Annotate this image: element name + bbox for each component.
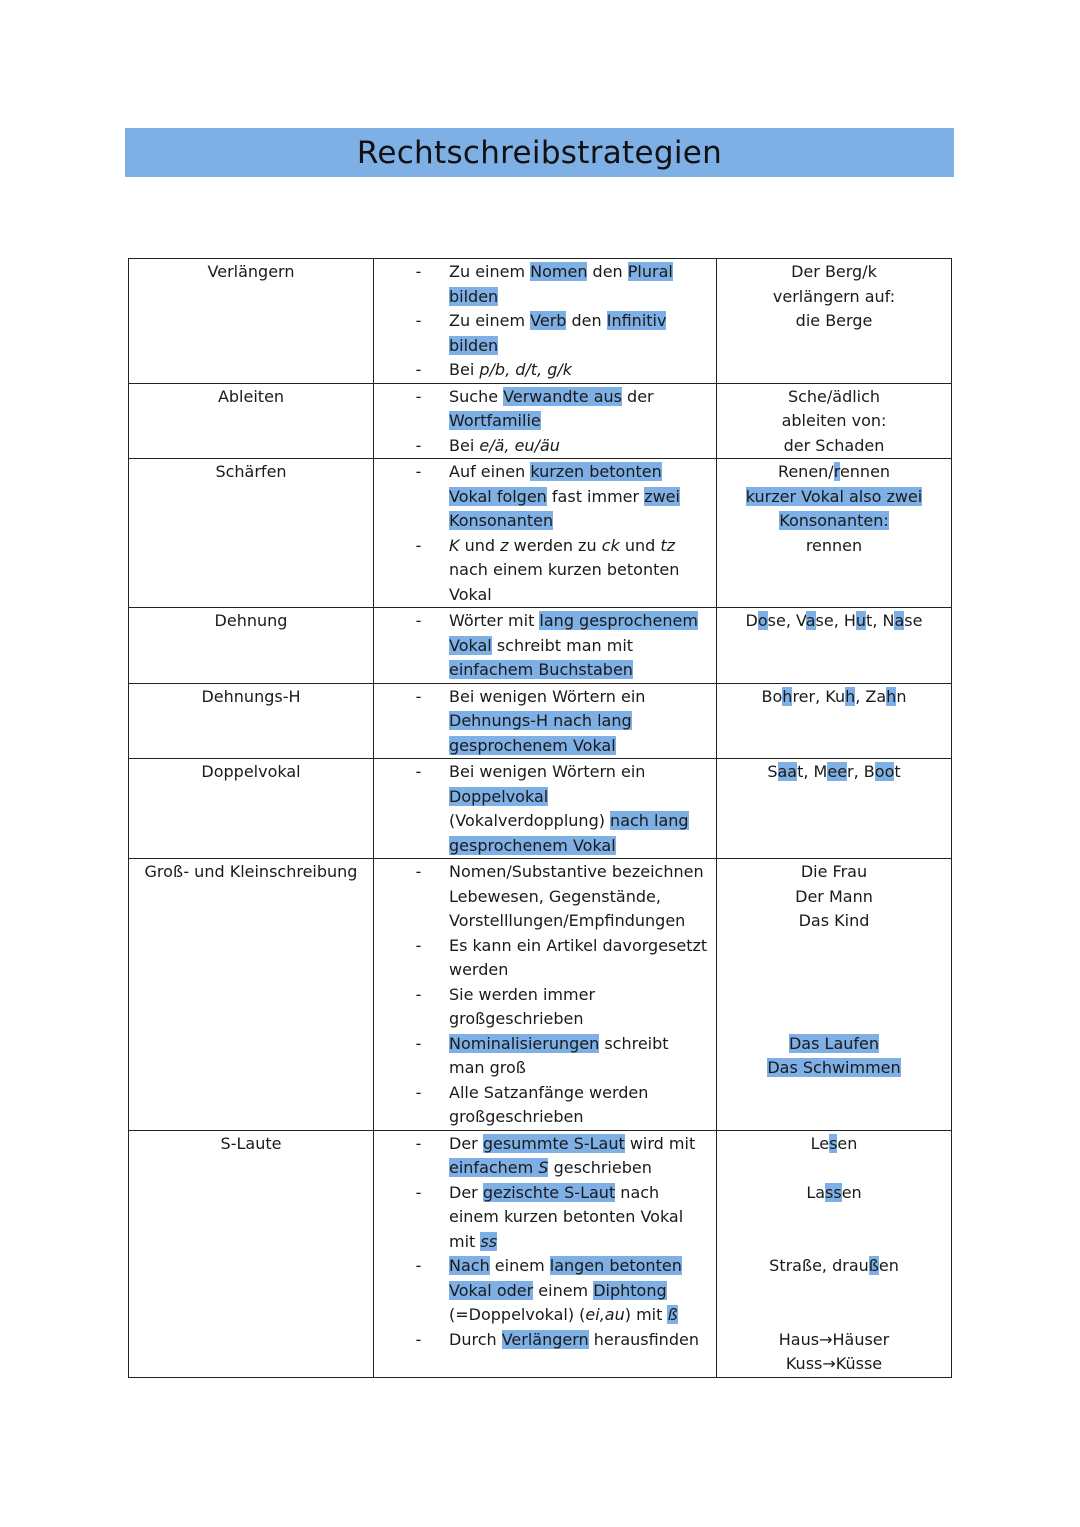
- strategy-name: Verlängern: [129, 259, 374, 384]
- rule-text: [449, 685, 716, 759]
- rule-text: [449, 460, 716, 534]
- rule-item: [374, 609, 716, 683]
- strategy-examples: [717, 608, 952, 684]
- text-fragment: Das Schwimmen: [767, 1058, 901, 1077]
- example-line: [717, 309, 951, 334]
- text-fragment: Bei: [449, 360, 480, 379]
- text-fragment: a: [805, 611, 816, 630]
- example-spacer: [717, 1279, 951, 1304]
- example-line: [717, 260, 951, 285]
- table-row: [129, 1130, 952, 1377]
- rule-item: [374, 1328, 716, 1353]
- text-fragment: Verwandte aus: [503, 386, 622, 406]
- example-line: [717, 434, 951, 459]
- text-fragment: Wörter mit: [449, 611, 540, 630]
- text-fragment: Alle Satzanfänge werden großgeschrieben: [449, 1082, 649, 1126]
- strategy-examples: [717, 759, 952, 859]
- text-fragment: Durch: [449, 1329, 502, 1349]
- rule-text: [449, 1132, 716, 1181]
- text-fragment: schreibt man groß: [449, 1033, 669, 1077]
- text-fragment: (Vokalverdopplung): [449, 811, 611, 830]
- strategy-examples: [717, 859, 952, 1131]
- text-fragment: einfachem Buchstaben: [449, 660, 633, 679]
- bullet-dash: -: [415, 1182, 422, 1202]
- rule-item: [374, 434, 716, 459]
- text-fragment: en: [878, 1256, 899, 1275]
- strategies-table: [128, 258, 952, 1378]
- text-fragment: lang gesprochenem Vokal: [449, 611, 698, 655]
- rule-item: [374, 1032, 716, 1081]
- strategy-name: Ableiten: [129, 383, 374, 459]
- example-spacer: [717, 983, 951, 1008]
- example-line: [717, 909, 951, 934]
- strategy-examples: [717, 383, 952, 459]
- bullet-dash: -: [415, 535, 422, 555]
- text-fragment: Kuss→Küsse: [785, 1354, 883, 1373]
- strategy-examples: [717, 683, 952, 759]
- rule-text: [449, 760, 716, 858]
- text-fragment: D: [745, 611, 758, 630]
- example-line: [717, 460, 951, 485]
- example-line: [717, 1254, 951, 1279]
- text-fragment: Bei: [449, 435, 480, 455]
- rule-text: [449, 1032, 716, 1081]
- example-spacer: [717, 1303, 951, 1328]
- text-fragment: schreibt man mit: [491, 635, 634, 655]
- strategy-name: Doppelvokal: [129, 759, 374, 859]
- text-fragment: bilden: [449, 335, 499, 355]
- rule-text: [449, 358, 716, 383]
- text-fragment: S: [767, 762, 778, 781]
- text-fragment: ee: [827, 762, 848, 781]
- text-fragment: nach einem kurzen betonten Vokal: [449, 560, 680, 604]
- text-fragment: gesummte S-Laut: [482, 1133, 625, 1153]
- text-fragment: (=Doppelvokal) (: [449, 1305, 586, 1324]
- text-fragment: oo: [874, 762, 895, 781]
- example-line: [717, 534, 951, 559]
- rule-item: [374, 460, 716, 534]
- text-fragment: Bo: [761, 686, 783, 706]
- strategy-rules: [374, 859, 717, 1131]
- text-fragment: t: [894, 762, 901, 781]
- table-row: [129, 608, 952, 684]
- text-fragment: ableiten von:: [781, 411, 887, 430]
- text-fragment: h: [845, 686, 856, 706]
- rule-text: [449, 934, 716, 983]
- text-fragment: h: [782, 686, 793, 706]
- bullet-dash: -: [415, 984, 422, 1004]
- text-fragment: einem: [533, 1280, 594, 1300]
- text-fragment: Verlängern: [501, 1329, 589, 1349]
- text-fragment: La: [806, 1182, 826, 1202]
- text-fragment: der: [621, 386, 654, 406]
- strategy-name: Schärfen: [129, 459, 374, 608]
- text-fragment: ck: [601, 535, 620, 555]
- rule-text: [449, 860, 716, 934]
- example-line: [717, 1032, 951, 1057]
- text-fragment: Konsonanten:: [779, 511, 889, 530]
- rule-text: [449, 434, 716, 459]
- text-fragment: Verb: [530, 311, 567, 330]
- rule-item: [374, 534, 716, 608]
- rule-text: [449, 983, 716, 1032]
- rule-text: [449, 1328, 716, 1353]
- example-spacer: [717, 1230, 951, 1255]
- rule-item: [374, 1254, 716, 1328]
- text-fragment: h: [886, 686, 897, 706]
- bullet-dash: -: [415, 1082, 422, 1102]
- table-row: [129, 259, 952, 384]
- text-fragment: r, B: [847, 762, 875, 781]
- rule-text: [449, 1081, 716, 1130]
- bullet-dash: -: [415, 1256, 422, 1275]
- text-fragment: Das Laufen: [788, 1033, 880, 1053]
- bullet-dash: -: [415, 611, 422, 630]
- example-line: [717, 1352, 951, 1377]
- strategy-examples: [717, 1130, 952, 1377]
- text-fragment: nach einem kurzen betonten Vokal mit: [449, 1182, 684, 1251]
- table-row: [129, 683, 952, 759]
- rule-text: [449, 309, 716, 358]
- rule-item: [374, 1081, 716, 1130]
- strategy-examples: [717, 459, 952, 608]
- text-fragment: geschrieben: [548, 1158, 652, 1177]
- table-row: [129, 459, 952, 608]
- text-fragment: fast immer: [546, 486, 645, 506]
- rule-item: [374, 934, 716, 983]
- example-line: [717, 509, 951, 534]
- example-line: [717, 885, 951, 910]
- text-fragment: Sche/ädlich: [787, 386, 881, 406]
- text-fragment: ss: [825, 1182, 842, 1202]
- text-fragment: Zu einem: [449, 262, 531, 281]
- bullet-dash: -: [415, 386, 422, 406]
- text-fragment: Nach: [449, 1256, 490, 1275]
- rule-text: [449, 609, 716, 683]
- text-fragment: der Schaden: [783, 435, 885, 455]
- example-line: [717, 485, 951, 510]
- rule-text: [449, 1181, 716, 1255]
- text-fragment: Nomen/Substantive bezeichnen Lebewesen, Gegenstände, Vorstelllungen/Empfindungen: [449, 862, 704, 930]
- bullet-dash: -: [415, 360, 422, 379]
- example-line: [717, 385, 951, 410]
- text-fragment: o: [757, 611, 768, 630]
- example-line: [717, 685, 951, 710]
- text-fragment: einem: [489, 1256, 550, 1275]
- example-line: [717, 1132, 951, 1157]
- text-fragment: p/b, d/t, g/k: [479, 360, 573, 379]
- example-line: [717, 760, 951, 785]
- page-title: Rechtschreibstrategien: [356, 134, 723, 171]
- text-fragment: ss: [480, 1231, 498, 1251]
- text-fragment: Der Berg/k: [791, 262, 877, 281]
- text-fragment: ) mit: [624, 1305, 668, 1324]
- rule-item: [374, 860, 716, 934]
- text-fragment: Der Mann: [795, 886, 873, 906]
- rule-item: [374, 385, 716, 434]
- strategy-examples: [717, 259, 952, 384]
- text-fragment: a: [894, 611, 905, 630]
- text-fragment: Dehnungs-H nach lang gesprochenem Vokal: [449, 711, 632, 755]
- text-fragment: n: [896, 686, 907, 706]
- text-fragment: Wortfamilie: [449, 411, 541, 430]
- text-fragment: e/ä, eu/äu: [479, 435, 560, 455]
- text-fragment: r: [833, 462, 840, 481]
- text-fragment: zwei Konsonanten: [449, 486, 680, 530]
- text-fragment: ei,au: [585, 1305, 625, 1324]
- text-fragment: herausfinden: [588, 1329, 699, 1349]
- text-fragment: Der: [449, 1133, 483, 1153]
- text-fragment: K: [449, 535, 460, 555]
- text-fragment: ß: [667, 1305, 678, 1324]
- example-spacer: [717, 1007, 951, 1032]
- text-fragment: nach lang gesprochenem Vokal: [449, 811, 689, 855]
- text-fragment: Nominalisierungen: [449, 1033, 600, 1053]
- example-line: [717, 409, 951, 434]
- strategy-rules: [374, 608, 717, 684]
- text-fragment: Haus→Häuser: [778, 1329, 890, 1349]
- text-fragment: s: [829, 1133, 838, 1153]
- text-fragment: Auf einen: [449, 462, 531, 481]
- rule-item: [374, 1181, 716, 1255]
- text-fragment: ß: [868, 1256, 879, 1275]
- text-fragment: t, N: [866, 611, 895, 630]
- title-bar: [125, 128, 954, 177]
- text-fragment: , Za: [855, 686, 887, 706]
- strategy-rules: [374, 259, 717, 384]
- example-line: [717, 1056, 951, 1081]
- text-fragment: aa: [777, 762, 798, 781]
- text-fragment: t, M: [797, 762, 828, 781]
- rule-item: [374, 260, 716, 309]
- bullet-dash: -: [415, 762, 422, 781]
- text-fragment: Zu einem: [449, 311, 531, 330]
- example-spacer: [717, 958, 951, 983]
- bullet-dash: -: [415, 262, 422, 281]
- text-fragment: S: [538, 1158, 549, 1177]
- strategy-name: Dehnung: [129, 608, 374, 684]
- rule-item: [374, 358, 716, 383]
- text-fragment: Le: [810, 1133, 830, 1153]
- bullet-dash: -: [415, 1329, 422, 1349]
- rule-text: [449, 1254, 716, 1328]
- table-body: [129, 259, 952, 1378]
- strategy-rules: [374, 1130, 717, 1377]
- text-fragment: se: [904, 611, 923, 630]
- text-fragment: den: [587, 262, 628, 281]
- rule-item: [374, 1132, 716, 1181]
- text-fragment: Renen/: [777, 462, 834, 481]
- text-fragment: kurzen betonten Vokal folgen: [449, 462, 662, 506]
- bullet-dash: -: [415, 686, 422, 706]
- bullet-dash: -: [415, 1133, 422, 1153]
- strategy-rules: [374, 683, 717, 759]
- text-fragment: Straße, drau: [769, 1256, 869, 1275]
- strategy-name: Groß- und Kleinschreibung: [129, 859, 374, 1131]
- text-fragment: Diphtong: [593, 1280, 667, 1300]
- text-fragment: Doppelvokal: [449, 786, 549, 806]
- text-fragment: Die Frau: [800, 862, 868, 881]
- text-fragment: Plural: [627, 262, 673, 281]
- table-row: [129, 383, 952, 459]
- text-fragment: en: [837, 1133, 858, 1153]
- text-fragment: rer, Ku: [792, 686, 846, 706]
- rule-item: [374, 760, 716, 858]
- text-fragment: Bei wenigen Wörtern ein: [449, 686, 646, 706]
- strategy-name: S-Laute: [129, 1130, 374, 1377]
- bullet-dash: -: [415, 862, 422, 881]
- text-fragment: gezischte S-Laut: [482, 1182, 616, 1202]
- text-fragment: ennen: [839, 462, 891, 481]
- bullet-dash: -: [415, 311, 422, 330]
- text-fragment: Bei wenigen Wörtern ein: [449, 762, 646, 781]
- strategy-name: Dehnungs-H: [129, 683, 374, 759]
- bullet-dash: -: [415, 1033, 422, 1053]
- text-fragment: en: [841, 1182, 862, 1202]
- rule-text: [449, 534, 716, 608]
- bullet-dash: -: [415, 935, 422, 955]
- example-spacer: [717, 1205, 951, 1230]
- text-fragment: einfachem: [449, 1158, 539, 1177]
- text-fragment: z: [500, 535, 509, 555]
- text-fragment: Suche: [449, 386, 504, 406]
- text-fragment: u: [855, 611, 867, 630]
- rule-item: [374, 685, 716, 759]
- text-fragment: se, H: [815, 611, 856, 630]
- text-fragment: Das Kind: [798, 911, 870, 930]
- example-line: [717, 1181, 951, 1206]
- strategy-rules: [374, 383, 717, 459]
- text-fragment: verlängern auf:: [772, 286, 896, 306]
- text-fragment: und: [459, 535, 501, 555]
- text-fragment: se, V: [767, 611, 806, 630]
- text-fragment: und: [619, 535, 661, 555]
- text-fragment: Nomen: [530, 262, 588, 281]
- example-line: [717, 1328, 951, 1353]
- text-fragment: kurzer Vokal also zwei: [745, 486, 923, 506]
- rule-text: [449, 260, 716, 309]
- example-line: [717, 285, 951, 310]
- strategy-rules: [374, 459, 717, 608]
- text-fragment: tz: [660, 535, 676, 555]
- example-line: [717, 609, 951, 634]
- example-line: [717, 860, 951, 885]
- table-row: [129, 859, 952, 1131]
- example-spacer: [717, 1156, 951, 1181]
- text-fragment: wird mit: [624, 1133, 696, 1153]
- rule-item: [374, 983, 716, 1032]
- text-fragment: Es kann ein Artikel davorgesetzt werden: [449, 935, 708, 979]
- text-fragment: rennen: [805, 535, 863, 555]
- text-fragment: Infinitiv: [606, 311, 667, 330]
- rule-text: [449, 385, 716, 434]
- text-fragment: die Berge: [795, 311, 873, 330]
- text-fragment: Der: [449, 1182, 483, 1202]
- text-fragment: bilden: [449, 286, 499, 306]
- text-fragment: werden zu: [508, 535, 602, 555]
- bullet-dash: -: [415, 435, 422, 455]
- example-spacer: [717, 934, 951, 959]
- bullet-dash: -: [415, 462, 422, 481]
- text-fragment: langen betonten Vokal oder: [449, 1256, 682, 1300]
- strategy-rules: [374, 759, 717, 859]
- table-row: [129, 759, 952, 859]
- text-fragment: den: [566, 311, 607, 330]
- text-fragment: Sie werden immer großgeschrieben: [449, 984, 596, 1028]
- rule-item: [374, 309, 716, 358]
